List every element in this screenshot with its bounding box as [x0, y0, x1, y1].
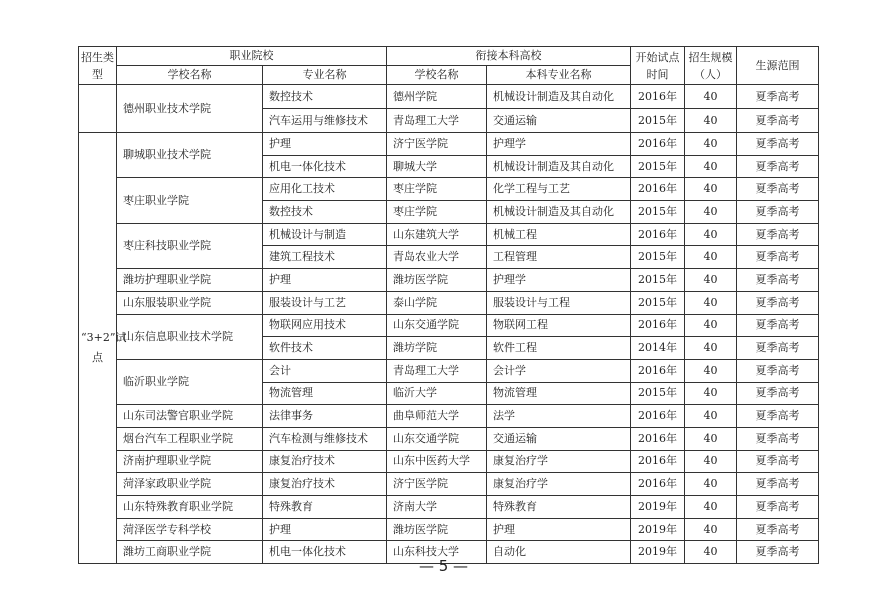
start-year: 2016年	[631, 133, 685, 156]
table-row	[79, 223, 819, 246]
header-type: 招生类型	[79, 47, 117, 85]
enrollment-source: 夏季高考	[737, 541, 819, 564]
university-name: 聊城大学	[387, 155, 487, 178]
major-name: 数控技术	[263, 201, 387, 224]
table-row	[79, 314, 819, 337]
page-number: — 5 —	[418, 557, 469, 575]
enrollment-source: 夏季高考	[737, 201, 819, 224]
university-major: 软件工程	[487, 337, 631, 360]
enrollment-source: 夏季高考	[737, 223, 819, 246]
vocational-school-name: 枣庄科技职业学院	[117, 223, 263, 268]
start-year: 2016年	[631, 450, 685, 473]
start-year: 2016年	[631, 359, 685, 382]
university-major: 化学工程与工艺	[487, 178, 631, 201]
enrollment-scale: 40	[685, 337, 737, 360]
table-row	[79, 359, 819, 382]
major-name: 康复治疗技术	[263, 450, 387, 473]
university-name: 山东科技大学	[387, 541, 487, 564]
major-name: 机电一体化技术	[263, 541, 387, 564]
vocational-school-name: 济南护理职业学院	[117, 450, 263, 473]
enrollment-scale: 40	[685, 201, 737, 224]
start-year: 2016年	[631, 85, 685, 109]
university-major: 物联网工程	[487, 314, 631, 337]
table-row	[79, 405, 819, 428]
enrollment-source: 夏季高考	[737, 178, 819, 201]
vocational-school-name: 山东服装职业学院	[117, 291, 263, 314]
major-name: 护理	[263, 269, 387, 292]
university-name: 潍坊医学院	[387, 518, 487, 541]
start-year: 2015年	[631, 246, 685, 269]
university-name: 曲阜师范大学	[387, 405, 487, 428]
start-year: 2016年	[631, 405, 685, 428]
header-undergrad: 衔接本科高校	[387, 47, 631, 66]
start-year: 2016年	[631, 473, 685, 496]
major-name: 会计	[263, 359, 387, 382]
enrollment-scale: 40	[685, 178, 737, 201]
major-name: 汽车运用与维修技术	[263, 109, 387, 133]
enrollment-scale: 40	[685, 518, 737, 541]
university-name: 临沂大学	[387, 382, 487, 405]
university-name: 济宁医学院	[387, 473, 487, 496]
enrollment-scale: 40	[685, 85, 737, 109]
start-year: 2015年	[631, 155, 685, 178]
university-name: 枣庄学院	[387, 178, 487, 201]
university-name: 青岛理工大学	[387, 359, 487, 382]
vocational-school-name: 山东特殊教育职业学院	[117, 496, 263, 519]
vocational-school-name: 临沂职业学院	[117, 359, 263, 404]
university-major: 康复治疗学	[487, 473, 631, 496]
enrollment-scale: 40	[685, 541, 737, 564]
major-name: 软件技术	[263, 337, 387, 360]
major-name: 康复治疗技术	[263, 473, 387, 496]
major-name: 物联网应用技术	[263, 314, 387, 337]
major-name: 法律事务	[263, 405, 387, 428]
table-row	[79, 473, 819, 496]
pilot-program-table	[78, 46, 819, 564]
table-row	[79, 85, 819, 109]
major-name: 护理	[263, 518, 387, 541]
enrollment-scale: 40	[685, 314, 737, 337]
header-vocational: 职业院校	[117, 47, 387, 66]
vocational-school-name: 德州职业技术学院	[117, 85, 263, 133]
university-major: 机械设计制造及其自动化	[487, 155, 631, 178]
enrollment-scale: 40	[685, 496, 737, 519]
university-name: 山东交通学院	[387, 427, 487, 450]
enrollment-source: 夏季高考	[737, 85, 819, 109]
enrollment-scale: 40	[685, 291, 737, 314]
enrollment-scale: 40	[685, 359, 737, 382]
table-row	[79, 269, 819, 292]
university-major: 机械工程	[487, 223, 631, 246]
university-major: 机械设计制造及其自动化	[487, 201, 631, 224]
start-year: 2015年	[631, 269, 685, 292]
start-year: 2019年	[631, 541, 685, 564]
university-name: 枣庄学院	[387, 201, 487, 224]
enrollment-source: 夏季高考	[737, 155, 819, 178]
start-year: 2016年	[631, 223, 685, 246]
table-row	[79, 518, 819, 541]
major-name: 机电一体化技术	[263, 155, 387, 178]
enrollment-source: 夏季高考	[737, 496, 819, 519]
major-name: 数控技术	[263, 85, 387, 109]
table-row	[79, 178, 819, 201]
enrollment-scale: 40	[685, 405, 737, 428]
vocational-school-name: 枣庄职业学院	[117, 178, 263, 223]
university-major: 护理	[487, 518, 631, 541]
university-name: 山东交通学院	[387, 314, 487, 337]
table-row	[79, 496, 819, 519]
start-year: 2016年	[631, 314, 685, 337]
vocational-school-name: 烟台汽车工程职业学院	[117, 427, 263, 450]
university-name: 泰山学院	[387, 291, 487, 314]
table-row	[79, 133, 819, 156]
enrollment-source: 夏季高考	[737, 427, 819, 450]
enrollment-scale: 40	[685, 133, 737, 156]
university-major: 物流管理	[487, 382, 631, 405]
university-major: 特殊教育	[487, 496, 631, 519]
university-name: 德州学院	[387, 85, 487, 109]
enrollment-type: “3+2”试点	[79, 133, 117, 564]
start-year: 2015年	[631, 291, 685, 314]
major-name: 服装设计与工艺	[263, 291, 387, 314]
enrollment-type	[79, 85, 117, 133]
enrollment-source: 夏季高考	[737, 109, 819, 133]
university-major: 服装设计与工程	[487, 291, 631, 314]
enrollment-scale: 40	[685, 427, 737, 450]
table-row	[79, 450, 819, 473]
header-univ-major: 本科专业名称	[487, 66, 631, 85]
major-name: 机械设计与制造	[263, 223, 387, 246]
enrollment-source: 夏季高考	[737, 291, 819, 314]
enrollment-source: 夏季高考	[737, 473, 819, 496]
start-year: 2019年	[631, 496, 685, 519]
header-source: 生源范围	[737, 47, 819, 85]
start-year: 2015年	[631, 109, 685, 133]
enrollment-scale: 40	[685, 473, 737, 496]
major-name: 物流管理	[263, 382, 387, 405]
enrollment-scale: 40	[685, 223, 737, 246]
header-major-name: 专业名称	[263, 66, 387, 85]
university-name: 济宁医学院	[387, 133, 487, 156]
vocational-school-name: 菏泽家政职业学院	[117, 473, 263, 496]
enrollment-source: 夏季高考	[737, 450, 819, 473]
vocational-school-name: 山东司法警官职业学院	[117, 405, 263, 428]
enrollment-scale: 40	[685, 246, 737, 269]
start-year: 2015年	[631, 201, 685, 224]
enrollment-source: 夏季高考	[737, 246, 819, 269]
header-start-time: 开始试点时间	[631, 47, 685, 85]
major-name: 应用化工技术	[263, 178, 387, 201]
university-major: 会计学	[487, 359, 631, 382]
enrollment-scale: 40	[685, 155, 737, 178]
table-row	[79, 291, 819, 314]
enrollment-source: 夏季高考	[737, 133, 819, 156]
university-major: 护理学	[487, 133, 631, 156]
start-year: 2015年	[631, 382, 685, 405]
enrollment-source: 夏季高考	[737, 314, 819, 337]
major-name: 特殊教育	[263, 496, 387, 519]
major-name: 汽车检测与维修技术	[263, 427, 387, 450]
university-major: 护理学	[487, 269, 631, 292]
major-name: 护理	[263, 133, 387, 156]
university-major: 机械设计制造及其自动化	[487, 85, 631, 109]
enrollment-source: 夏季高考	[737, 359, 819, 382]
university-name: 山东建筑大学	[387, 223, 487, 246]
university-name: 山东中医药大学	[387, 450, 487, 473]
university-major: 交通运输	[487, 427, 631, 450]
start-year: 2014年	[631, 337, 685, 360]
university-name: 青岛农业大学	[387, 246, 487, 269]
vocational-school-name: 山东信息职业技术学院	[117, 314, 263, 359]
table-row	[79, 427, 819, 450]
enrollment-source: 夏季高考	[737, 269, 819, 292]
university-name: 青岛理工大学	[387, 109, 487, 133]
start-year: 2016年	[631, 427, 685, 450]
header-scale: 招生规模（人）	[685, 47, 737, 85]
enrollment-source: 夏季高考	[737, 337, 819, 360]
vocational-school-name: 潍坊工商职业学院	[117, 541, 263, 564]
enrollment-scale: 40	[685, 269, 737, 292]
enrollment-source: 夏季高考	[737, 405, 819, 428]
header-univ-name: 学校名称	[387, 66, 487, 85]
start-year: 2016年	[631, 178, 685, 201]
header-school-name: 学校名称	[117, 66, 263, 85]
university-name: 济南大学	[387, 496, 487, 519]
vocational-school-name: 聊城职业技术学院	[117, 133, 263, 178]
university-major: 工程管理	[487, 246, 631, 269]
university-name: 潍坊学院	[387, 337, 487, 360]
university-major: 自动化	[487, 541, 631, 564]
enrollment-source: 夏季高考	[737, 382, 819, 405]
enrollment-scale: 40	[685, 450, 737, 473]
university-major: 法学	[487, 405, 631, 428]
enrollment-source: 夏季高考	[737, 518, 819, 541]
university-name: 潍坊医学院	[387, 269, 487, 292]
vocational-school-name: 潍坊护理职业学院	[117, 269, 263, 292]
enrollment-scale: 40	[685, 382, 737, 405]
major-name: 建筑工程技术	[263, 246, 387, 269]
university-major: 康复治疗学	[487, 450, 631, 473]
university-major: 交通运输	[487, 109, 631, 133]
vocational-school-name: 菏泽医学专科学校	[117, 518, 263, 541]
start-year: 2019年	[631, 518, 685, 541]
table-body	[79, 85, 819, 564]
enrollment-scale: 40	[685, 109, 737, 133]
